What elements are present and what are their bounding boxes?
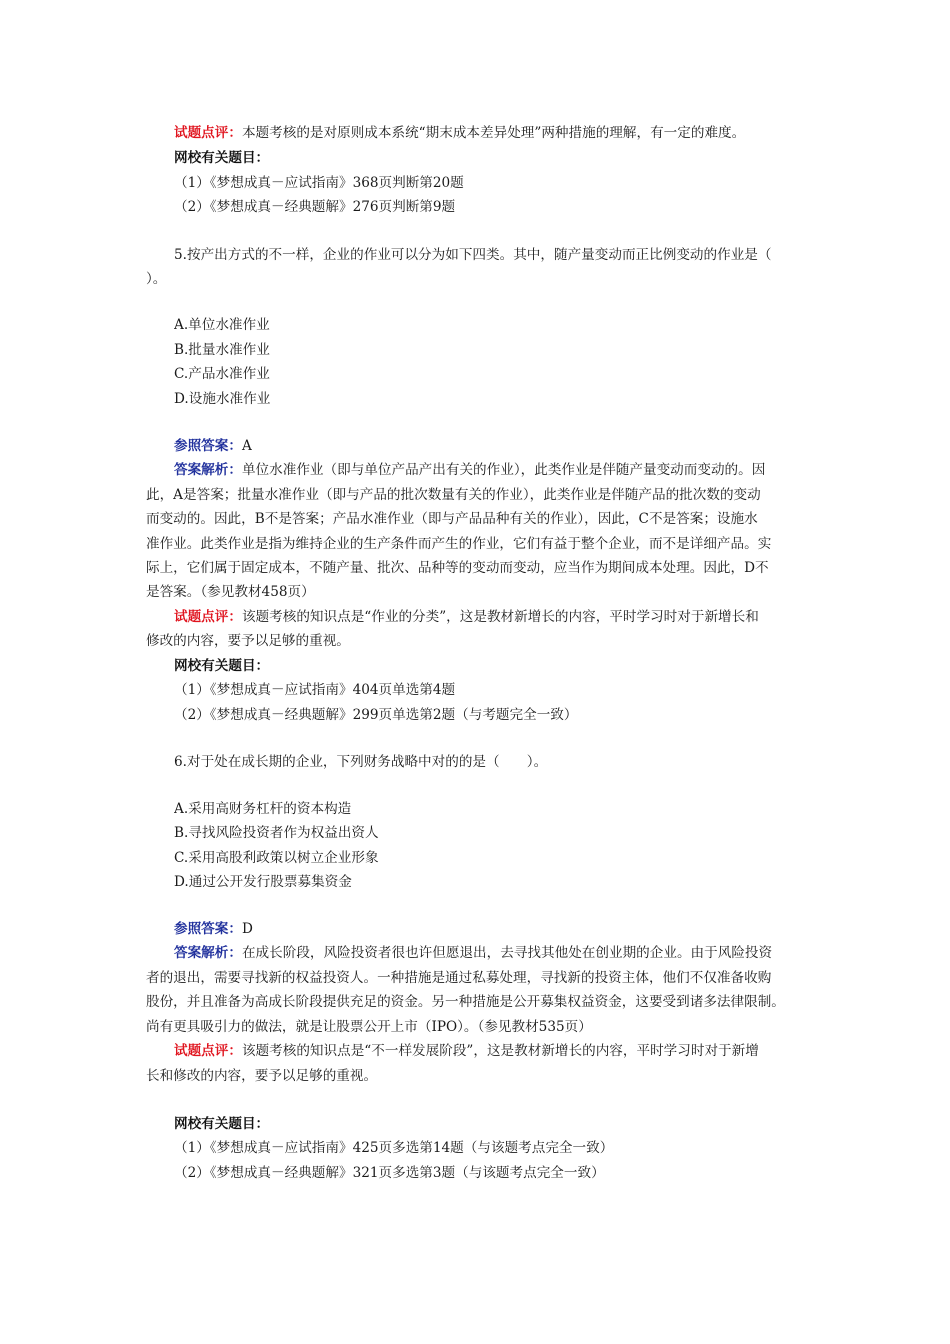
analysis-line: 此，A是答案；批量水准作业（即与产品的批次数量有关的作业），此类作业是伴随产品的批次数的变动: [146, 487, 761, 503]
comment-line: 长和修改的内容，要予以足够的重视。: [146, 1068, 378, 1084]
related-item: （2）《梦想成真－经典题解》276页判断第9题: [174, 199, 456, 215]
related-item: （2）《梦想成真－经典题解》299页单选第2题（与考题完全一致）: [174, 707, 578, 723]
option-c: C.采用高股利政策以树立企业形象: [174, 850, 379, 866]
comment-paragraph: [174, 121, 846, 146]
comment-paragraph: [174, 605, 846, 630]
option-b: B.批量水准作业: [174, 342, 270, 358]
question-stem: 6.对于处在成长期的企业，下列财务战略中对的的是（ ）。: [174, 754, 548, 770]
question-stem: ）。: [146, 271, 167, 287]
related-item: （1）《梦想成真－应试指南》404页单选第4题: [174, 682, 456, 698]
analysis-line: 准作业。此类作业是指为维持企业的生产条件而产生的作业，它们有益于整个企业，而不是详细产品。实: [146, 536, 772, 552]
analysis-label: 答案解析：: [174, 945, 242, 961]
answer-line: [174, 434, 846, 459]
answer-value: A: [241, 438, 252, 454]
related-label: 网校有关题目：: [174, 1116, 270, 1132]
related-item: （1）《梦想成真－应试指南》368页判断第20题: [174, 175, 464, 191]
option-b: B.寻找风险投资者作为权益出资人: [174, 825, 379, 841]
option-c: C.产品水准作业: [174, 366, 270, 382]
comment-line: 修改的内容，要予以足够的重视。: [146, 633, 350, 649]
analysis-paragraph: [174, 941, 846, 966]
option-a: A.单位水准作业: [174, 317, 270, 333]
analysis-line: 而变动的。因此，B不是答案；产品水准作业（即与产品品种有关的作业），因此，C不是答案；设施水: [146, 511, 758, 527]
comment-text: 该题考核的知识点是“不一样发展阶段”，这是教材新增长的内容，平时学习时对于新增: [241, 1043, 759, 1059]
comment-label: 试题点评：: [174, 609, 242, 625]
comment-label: 试题点评：: [174, 1043, 242, 1059]
analysis-line: 是答案。（参见教材458页）: [146, 584, 315, 600]
analysis-line: 际上，它们属于固定成本，不随产量、批次、品种等的变动而变动，应当作为期间成本处理。因此，D不: [146, 560, 769, 576]
related-item: （1）《梦想成真－应试指南》425页多选第14题（与该题考点完全一致）: [174, 1140, 614, 1156]
related-item: （2）《梦想成真－经典题解》321页多选第3题（与该题考点完全一致）: [174, 1165, 605, 1181]
related-label: 网校有关题目：: [174, 658, 270, 674]
answer-label: 参照答案：: [174, 438, 242, 454]
answer-line: [174, 917, 846, 942]
comment-text: 该题考核的知识点是“作业的分类”，这是教材新增长的内容，平时学习时对于新增长和: [241, 609, 759, 625]
analysis-line: 股份，并且准备为高成长阶段提供充足的资金。另一种措施是公开募集权益资金，这要受到诸多法律限制。: [146, 994, 785, 1010]
answer-value: D: [241, 921, 253, 937]
analysis-text: 在成长阶段，风险投资者很也许但愿退出，去寻找其他处在创业期的企业。由于风险投资: [241, 945, 773, 961]
analysis-paragraph: [174, 458, 846, 483]
option-a: A.采用高财务杠杆的资本构造: [174, 801, 352, 817]
answer-label: 参照答案：: [174, 921, 242, 937]
comment-paragraph: [174, 1039, 846, 1064]
analysis-line: 尚有更具吸引力的做法，就是让股票公开上市（IPO）。（参见教材535页）: [146, 1019, 592, 1035]
analysis-label: 答案解析：: [174, 462, 242, 478]
option-d: D.通过公开发行股票募集资金: [174, 874, 352, 890]
question-stem: 5.按产出方式的不一样，企业的作业可以分为如下四类。其中，随产量变动而正比例变动的作业是（: [174, 247, 772, 263]
comment-text: 本题考核的是对原则成本系统“期末成本差异处理”两种措施的理解，有一定的难度。: [241, 125, 746, 141]
analysis-line: 者的退出，需要寻找新的权益投资人。一种措施是通过私募处理，寻找新的投资主体，他们不仅准备收购: [146, 970, 772, 986]
analysis-text: 单位水准作业（即与单位产品产出有关的作业），此类作业是伴随产量变动而变动的。因: [241, 462, 766, 478]
related-label: 网校有关题目：: [174, 150, 270, 166]
comment-label: 试题点评：: [174, 125, 242, 141]
option-d: D.设施水准作业: [174, 391, 271, 407]
